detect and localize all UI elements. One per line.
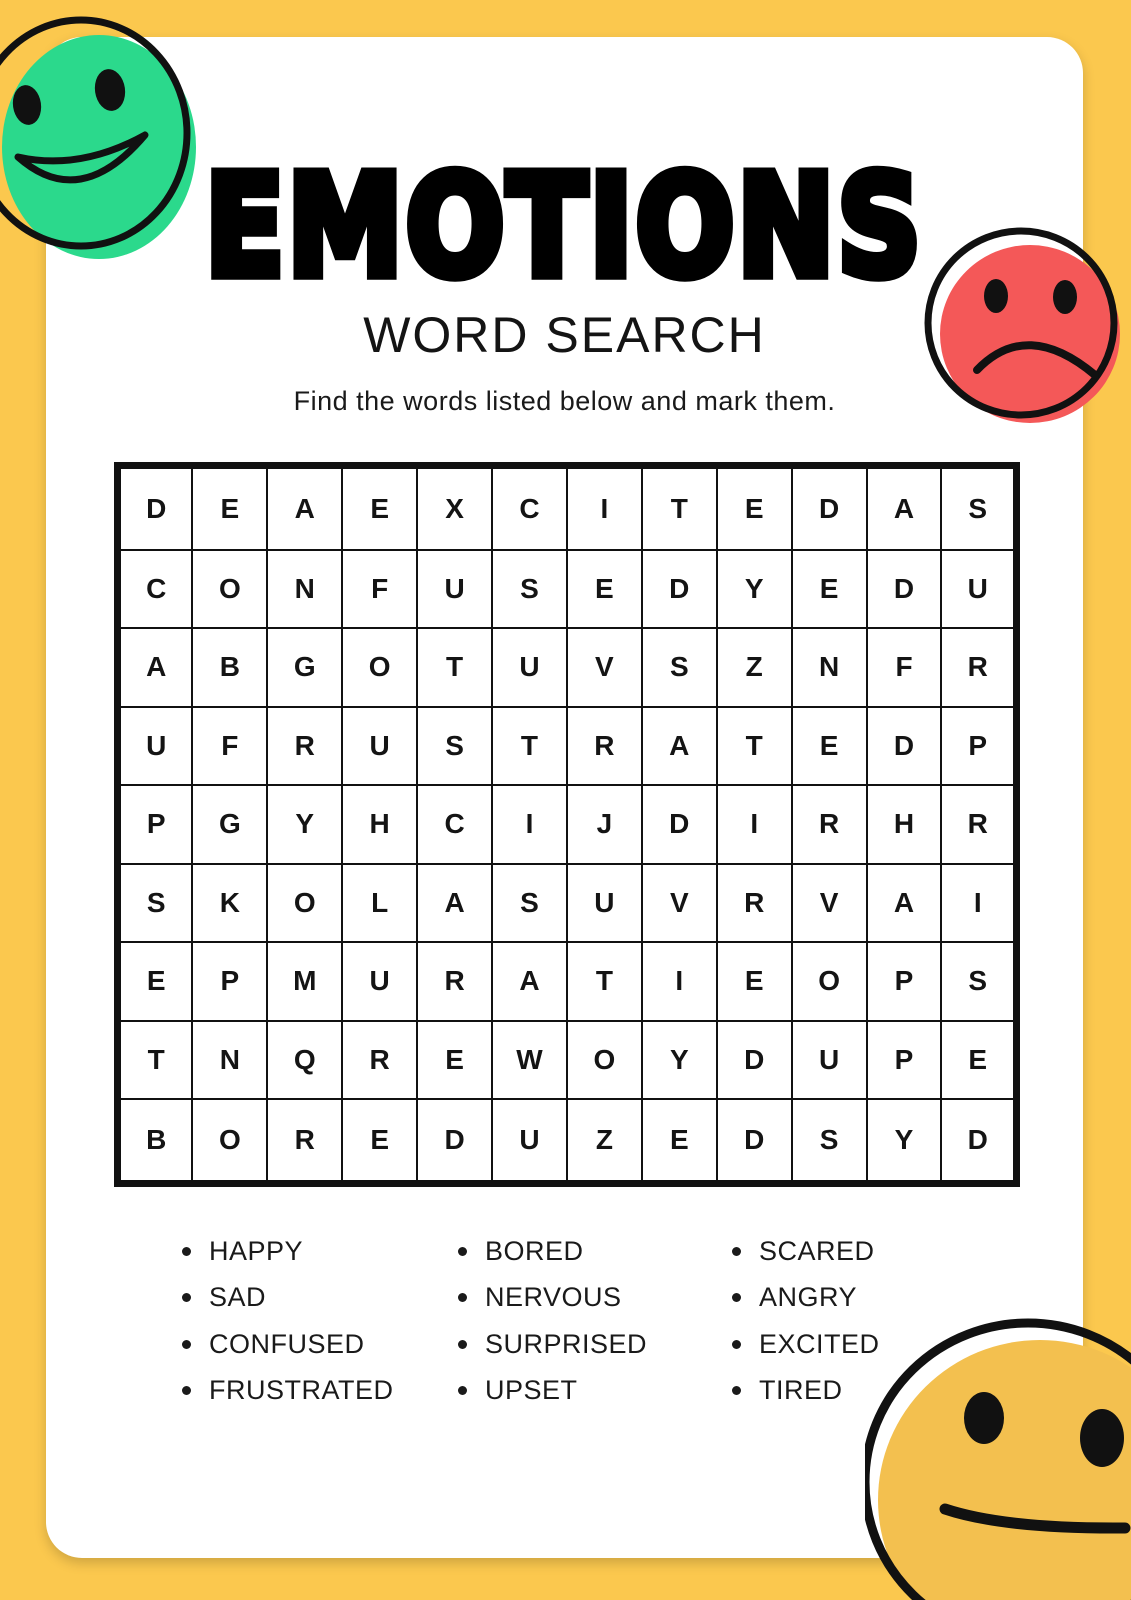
word-list-item xyxy=(182,1321,394,1368)
grid-cell: E xyxy=(342,1099,417,1183)
grid-cell: S xyxy=(941,942,1016,1020)
grid-cell: T xyxy=(567,942,642,1020)
grid-cell: T xyxy=(642,466,717,550)
grid-cell: L xyxy=(342,864,417,942)
grid-cell: Z xyxy=(717,628,792,706)
grid-row xyxy=(118,785,1017,863)
grid-cell: U xyxy=(342,942,417,1020)
word-label: UPSET xyxy=(485,1375,578,1406)
grid-cell: O xyxy=(267,864,342,942)
word-label: ANGRY xyxy=(759,1282,858,1313)
grid-cell: P xyxy=(192,942,267,1020)
word-label: HAPPY xyxy=(209,1235,304,1266)
grid-cell: F xyxy=(867,628,942,706)
neutral-face-icon xyxy=(865,1305,1131,1600)
word-list-item xyxy=(182,1228,394,1275)
grid-cell: A xyxy=(492,942,567,1020)
grid-cell: O xyxy=(192,1099,267,1183)
grid-cell: U xyxy=(417,550,492,628)
grid-cell: E xyxy=(642,1099,717,1183)
grid-cell: A xyxy=(417,864,492,942)
page-title: EMOTIONS xyxy=(205,146,924,308)
grid-row xyxy=(118,707,1017,785)
grid-cell: R xyxy=(342,1021,417,1099)
grid-cell: D xyxy=(717,1099,792,1183)
grid-cell: F xyxy=(342,550,417,628)
word-list-item xyxy=(182,1368,394,1415)
grid-cell: D xyxy=(642,785,717,863)
word-list-item xyxy=(732,1275,880,1322)
bullet-icon xyxy=(182,1340,191,1349)
grid-cell: H xyxy=(867,785,942,863)
grid-cell: E xyxy=(567,550,642,628)
bullet-icon xyxy=(458,1293,467,1302)
grid-cell: R xyxy=(267,707,342,785)
grid-cell: C xyxy=(118,550,193,628)
grid-cell: E xyxy=(941,1021,1016,1099)
grid-cell: E xyxy=(792,550,867,628)
grid-cell: A xyxy=(118,628,193,706)
grid-cell: E xyxy=(417,1021,492,1099)
word-list-column-3 xyxy=(732,1228,880,1414)
word-label: NERVOUS xyxy=(485,1282,622,1313)
grid-cell: O xyxy=(342,628,417,706)
grid-cell: A xyxy=(867,466,942,550)
word-list-column-2 xyxy=(458,1228,647,1414)
word-list-item xyxy=(182,1275,394,1322)
grid-cell: S xyxy=(941,466,1016,550)
grid-cell: C xyxy=(417,785,492,863)
grid-cell: Z xyxy=(567,1099,642,1183)
bullet-icon xyxy=(182,1293,191,1302)
grid-cell: S xyxy=(118,864,193,942)
grid-cell: I xyxy=(642,942,717,1020)
grid-cell: R xyxy=(417,942,492,1020)
word-list-item xyxy=(732,1368,880,1415)
grid-cell: S xyxy=(792,1099,867,1183)
bullet-icon xyxy=(732,1293,741,1302)
word-label: SAD xyxy=(209,1282,267,1313)
grid-cell: I xyxy=(492,785,567,863)
grid-cell: E xyxy=(792,707,867,785)
bullet-icon xyxy=(182,1386,191,1395)
grid-cell: X xyxy=(417,466,492,550)
grid-cell: D xyxy=(867,707,942,785)
grid-cell: B xyxy=(192,628,267,706)
word-label: FRUSTRATED xyxy=(209,1375,394,1406)
grid-cell: V xyxy=(642,864,717,942)
grid-cell: N xyxy=(792,628,867,706)
grid-cell: D xyxy=(867,550,942,628)
grid-cell: I xyxy=(567,466,642,550)
grid-row xyxy=(118,864,1017,942)
word-list-item xyxy=(458,1275,647,1322)
grid-cell: U xyxy=(118,707,193,785)
grid-cell: U xyxy=(792,1021,867,1099)
grid-cell: Y xyxy=(717,550,792,628)
grid-cell: D xyxy=(642,550,717,628)
grid-cell: U xyxy=(941,550,1016,628)
grid-cell: P xyxy=(867,1021,942,1099)
grid-cell: I xyxy=(717,785,792,863)
word-label: SURPRISED xyxy=(485,1328,648,1359)
grid-cell: E xyxy=(342,466,417,550)
word-list-item xyxy=(732,1228,880,1275)
word-search-grid xyxy=(114,462,1020,1187)
bullet-icon xyxy=(458,1340,467,1349)
neutral-face-right-eye-icon xyxy=(1080,1409,1124,1467)
grid-cell: R xyxy=(792,785,867,863)
grid-cell: P xyxy=(941,707,1016,785)
word-label: CONFUSED xyxy=(209,1328,365,1359)
grid-cell: V xyxy=(792,864,867,942)
grid-cell: O xyxy=(567,1021,642,1099)
grid-cell: H xyxy=(342,785,417,863)
grid-cell: R xyxy=(267,1099,342,1183)
grid-cell: G xyxy=(192,785,267,863)
grid-cell: I xyxy=(941,864,1016,942)
grid-cell: P xyxy=(867,942,942,1020)
grid-cell: D xyxy=(717,1021,792,1099)
word-label: BORED xyxy=(485,1235,584,1266)
word-list-item xyxy=(732,1321,880,1368)
grid-cell: R xyxy=(941,628,1016,706)
grid-cell: T xyxy=(492,707,567,785)
bullet-icon xyxy=(182,1247,191,1256)
grid-cell: Y xyxy=(267,785,342,863)
grid-cell: U xyxy=(567,864,642,942)
grid-cell: S xyxy=(642,628,717,706)
grid-cell: R xyxy=(717,864,792,942)
grid-cell: T xyxy=(118,1021,193,1099)
grid-cell: E xyxy=(717,942,792,1020)
grid-row xyxy=(118,1099,1017,1183)
grid-cell: E xyxy=(192,466,267,550)
grid-cell: R xyxy=(567,707,642,785)
grid-cell: O xyxy=(792,942,867,1020)
neutral-face-fill xyxy=(878,1340,1131,1600)
grid-cell: A xyxy=(642,707,717,785)
neutral-face-left-eye-icon xyxy=(964,1392,1004,1444)
grid-cell: U xyxy=(342,707,417,785)
grid-cell: Y xyxy=(867,1099,942,1183)
grid-cell: Q xyxy=(267,1021,342,1099)
grid-cell: T xyxy=(717,707,792,785)
grid-row xyxy=(118,466,1017,550)
grid-cell: G xyxy=(267,628,342,706)
grid-cell: K xyxy=(192,864,267,942)
grid-row xyxy=(118,628,1017,706)
grid-cell: B xyxy=(118,1099,193,1183)
bullet-icon xyxy=(458,1247,467,1256)
instructions-text: Find the words listed below and mark them. xyxy=(293,386,836,416)
bullet-icon xyxy=(732,1386,741,1395)
word-list-item xyxy=(458,1368,647,1415)
grid-cell: Y xyxy=(642,1021,717,1099)
grid-cell: A xyxy=(867,864,942,942)
grid-cell: U xyxy=(492,1099,567,1183)
grid-row xyxy=(118,1021,1017,1099)
grid-row xyxy=(118,550,1017,628)
grid-cell: R xyxy=(941,785,1016,863)
grid-cell: S xyxy=(492,864,567,942)
word-label: EXCITED xyxy=(759,1328,880,1359)
grid-cell: O xyxy=(192,550,267,628)
grid-cell: S xyxy=(492,550,567,628)
page-subtitle: WORD SEARCH xyxy=(363,307,766,363)
grid-cell: P xyxy=(118,785,193,863)
grid-cell: W xyxy=(492,1021,567,1099)
word-list-column-1 xyxy=(182,1228,394,1414)
grid-cell: N xyxy=(192,1021,267,1099)
bullet-icon xyxy=(732,1247,741,1256)
word-label: SCARED xyxy=(759,1235,875,1266)
grid-cell: E xyxy=(717,466,792,550)
grid-cell: D xyxy=(792,466,867,550)
grid-cell: E xyxy=(118,942,193,1020)
word-label: TIRED xyxy=(759,1375,843,1406)
word-list-item xyxy=(458,1228,647,1275)
grid-cell: C xyxy=(492,466,567,550)
grid-cell: M xyxy=(267,942,342,1020)
word-list-item xyxy=(458,1321,647,1368)
bullet-icon xyxy=(732,1340,741,1349)
grid-cell: D xyxy=(118,466,193,550)
grid-cell: N xyxy=(267,550,342,628)
grid-cell: A xyxy=(267,466,342,550)
grid-row xyxy=(118,942,1017,1020)
grid-cell: D xyxy=(941,1099,1016,1183)
grid-cell: S xyxy=(417,707,492,785)
grid-cell: T xyxy=(417,628,492,706)
bullet-icon xyxy=(458,1386,467,1395)
grid-cell: U xyxy=(492,628,567,706)
grid-cell: J xyxy=(567,785,642,863)
grid-cell: V xyxy=(567,628,642,706)
grid-cell: D xyxy=(417,1099,492,1183)
grid-cell: F xyxy=(192,707,267,785)
